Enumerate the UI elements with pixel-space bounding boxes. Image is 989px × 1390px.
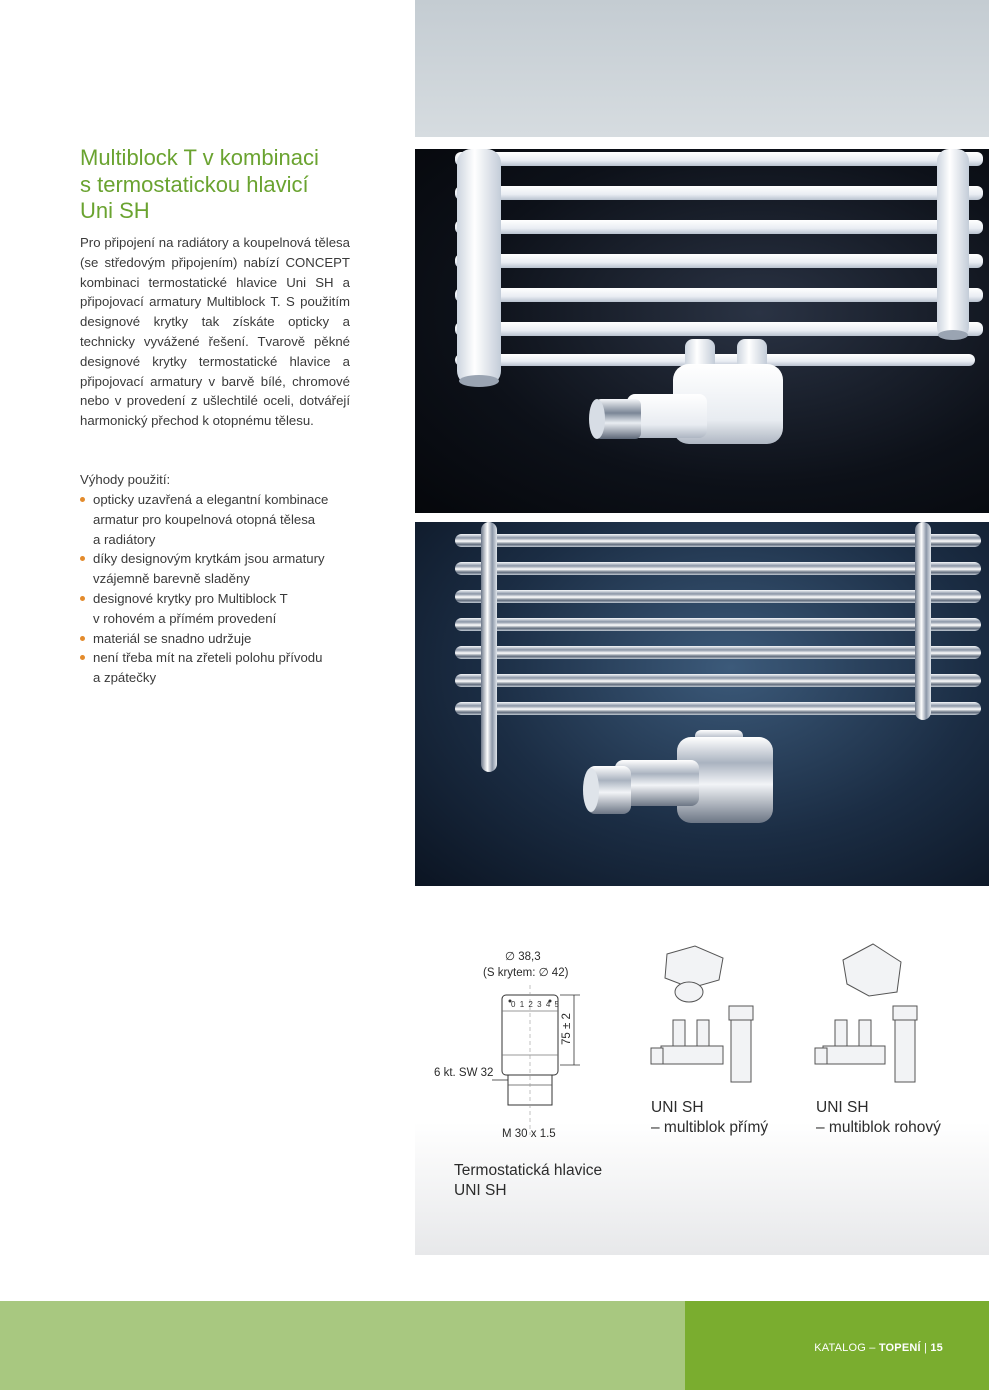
diameter-cover-label: (S krytem: ∅ 42) — [483, 967, 569, 979]
multiblock-straight-drawing — [647, 940, 759, 1088]
white-radiator-illustration — [415, 149, 989, 513]
footer-band-right — [685, 1301, 989, 1390]
list-item — [80, 629, 360, 649]
photo-chrome-radiator — [415, 522, 989, 886]
caption-thermostat-head — [454, 1161, 602, 1201]
thermostat-head-drawing — [490, 985, 620, 1145]
list-item-line: v rohovém a přímém provedení — [93, 610, 277, 626]
list-item — [80, 648, 360, 688]
technical-diagram-panel — [415, 905, 989, 1255]
list-item-line: materiál se snadno udržuje — [93, 630, 252, 646]
dial-number: 1 — [519, 1000, 525, 1009]
dial-number: 3 — [537, 1000, 542, 1009]
list-item — [80, 589, 360, 629]
list-item-line: armatur pro koupelnová otopná tělesa — [93, 511, 316, 527]
dial-scale — [511, 1000, 559, 1009]
list-item — [80, 549, 360, 589]
title-line-2: s termostatickou hlavicí — [80, 171, 309, 197]
dial-number: 4 — [545, 1000, 551, 1009]
title-line-1: Multiblock T v kombinaci — [80, 145, 319, 170]
caption-line: UNI SH — [651, 1099, 704, 1116]
caption-line: UNI SH — [454, 1182, 507, 1199]
caption-multiblock-straight — [651, 1098, 768, 1138]
list-item-line: a radiátory — [93, 531, 156, 547]
benefits-title: Výhody použití: — [80, 472, 171, 487]
caption-line: – multiblok rohový — [816, 1119, 941, 1136]
list-item-line: designové krytky pro Multiblock T — [93, 590, 288, 606]
caption-multiblock-corner — [816, 1098, 941, 1138]
chrome-radiator-illustration — [415, 522, 989, 886]
caption-line: Termostatická hlavice — [454, 1162, 603, 1179]
dial-number: 0 — [511, 1000, 516, 1009]
footer-separator: | — [920, 1342, 931, 1354]
list-item-line: není třeba mít na zřeteli polohu přívodu — [93, 650, 323, 666]
list-item-line: vzájemně barevně sladěny — [93, 571, 250, 587]
title-line-3: Uni SH — [80, 198, 150, 223]
benefits-list — [80, 490, 360, 688]
photo-white-radiator — [415, 149, 989, 513]
page-title — [80, 145, 380, 225]
footer-catalog: KATALOG — [814, 1342, 866, 1354]
multiblock-corner-drawing — [813, 940, 929, 1088]
list-item-line: opticky uzavřená a elegantní kombinace — [93, 492, 329, 507]
height-label: 75 ± 2 — [561, 1013, 573, 1045]
thread-label: M 30 x 1.5 — [502, 1128, 556, 1140]
list-item-line: díky designovým krytkám jsou armatury — [93, 551, 325, 567]
hex-label: 6 kt. SW 32 — [434, 1067, 494, 1079]
footer-section: TOPENÍ — [878, 1342, 921, 1354]
diameter-label: ∅ 38,3 — [505, 951, 541, 963]
list-item — [80, 490, 360, 549]
page-number: 15 — [930, 1342, 943, 1354]
dial-number: 5 — [554, 1000, 559, 1009]
intro-paragraph: Pro připojení na radiátory a koupelnová tělesa (se středovým připojením) nabízí CONCEPT kombinaci termostatické hlavice Uni SH a připojovací armatury Multiblock T. S použitím designové krytky tak získáte opticky a technicky vyvážené řešení. Tvarově pěkné designové krytky termostatické hlavice a připojovací armatury v barvě bílé, chromové nebo v provedení z ušlechtilé oceli, dotvářejí harmonický přechod k otopnému tělesu. — [80, 235, 350, 429]
footer-page-info — [814, 1342, 943, 1354]
list-item-line: a zpátečky — [93, 670, 157, 686]
top-gray-band — [415, 0, 989, 137]
caption-line: UNI SH — [816, 1099, 869, 1116]
footer-band-left — [0, 1301, 685, 1390]
caption-line: – multiblok přímý — [651, 1119, 769, 1136]
dial-number: 2 — [528, 1000, 533, 1009]
footer-dash: – — [865, 1342, 879, 1354]
